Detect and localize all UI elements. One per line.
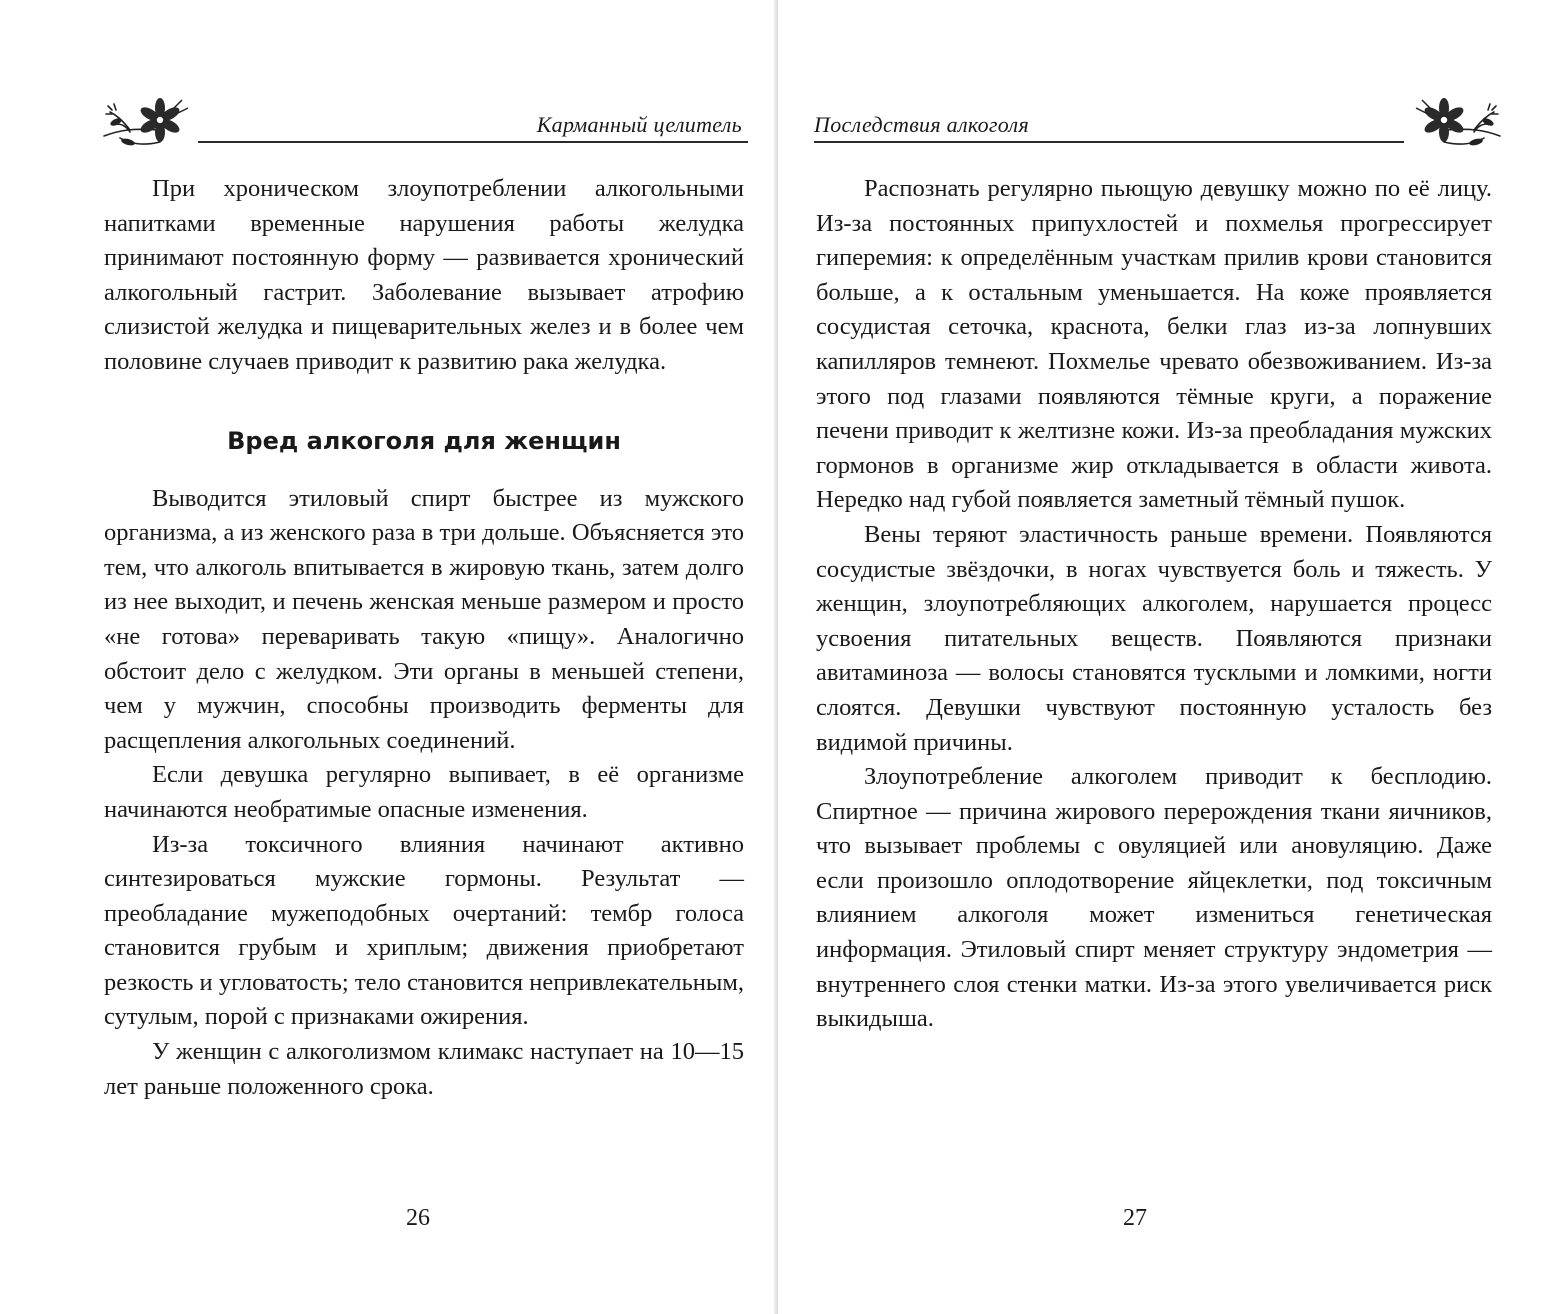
section-heading: Вред алкоголя для женщин [227, 426, 621, 455]
right-page-body [816, 172, 1492, 1037]
paragraph: У женщин с алкоголизмом климакс наступает на 10—15 лет раньше положенного срока. [104, 1038, 744, 1100]
paragraph: Выводится этиловый спирт быстрее из мужского организма, а из женского раза в три дольше. Объясняется это тем, что алкоголь впитывается в жировую ткань, затем долго из нее выходит, и печень женская меньше размером и просто «не готова» переваривать такую «пищу». Аналогично обстоит дело с желудком. Эти органы в меньшей степени, чем у мужчин, способны производить ферменты для расщепления алкогольных соединений. [104, 484, 744, 754]
running-head-title: Последствия алкоголя [814, 112, 1029, 137]
flower-sprig-icon [1412, 92, 1504, 150]
page-number: 27 [1123, 1205, 1147, 1231]
left-running-header [100, 92, 748, 152]
right-page [778, 0, 1560, 1314]
header-rule [198, 141, 748, 143]
header-rule [814, 141, 1404, 143]
page-number: 26 [406, 1205, 430, 1231]
paragraph: Распознать регулярно пьющую девушку можно по её лицу. Из-за постоянных припухлостей и похмелья прогрессирует гиперемия: к определённым участкам прилив крови становится больше, а к остальным уменьшается. На коже проявляется сосудистая сеточка, краснота, белки глаз из-за лопнувших капилляров темнеют. Похмелье чревато обезвоживанием. Из-за этого под глазами появляются тёмные круги, а поражение печени приводит к желтизне кожи. Из-за преобладания мужских гормонов в организме жир откладывается в области живота. Нередко над губой появляется заметный тёмный пушок. [816, 175, 1492, 514]
paragraph: Если девушка регулярно выпивает, в её организме начинаются необратимые опасные изменения. [104, 761, 744, 823]
paragraph: При хроническом злоупотреблении алкогольными напитками временные нарушения работы желудка принимают постоянную форму — развивается хронический алкогольный гастрит. Заболевание вызывает атрофию слизистой желудка и пищеварительных желез и в более чем половине случаев приводит к развитию рака желудка. [104, 175, 744, 375]
right-running-header [814, 92, 1504, 152]
paragraph: Злоупотребление алкоголем приводит к бесплодию. Спиртное — причина жирового перерождения ткани яичников, что вызывает проблемы с овуляцией или ановуляцию. Даже если произошло оплодотворение яйцеклетки, под токсичным влиянием алкоголя может измениться генетическая информация. Этиловый спирт меняет структуру эндометрия — внутреннего слоя стенки матки. Из-за этого увеличивается риск выкидыша. [816, 763, 1492, 1033]
left-page-body [104, 172, 744, 1104]
paragraph: Вены теряют эластичность раньше времени. Появляются сосудистые звёздочки, в ногах чувствуется боль и тяжесть. У женщин, злоупотребляющих алкоголем, нарушается процесс усвоения питательных веществ. Появляются признаки авитаминоза — волосы становятся тусклыми и ломкими, ногти слоятся. Девушки чувствуют постоянную усталость без видимой причины. [816, 520, 1492, 756]
paragraph: Из-за токсичного влияния начинают активно синтезироваться мужские гормоны. Результат — преобладание мужеподобных очертаний: тембр голоса становится грубым и хриплым; движения приобретают резкость и угловатость; тело становится непривлекательным, сутулым, порой с признаками ожирения. [104, 830, 744, 1031]
running-head-title: Карманный целитель [536, 112, 742, 137]
left-page [0, 0, 778, 1314]
flower-sprig-icon [100, 92, 192, 150]
